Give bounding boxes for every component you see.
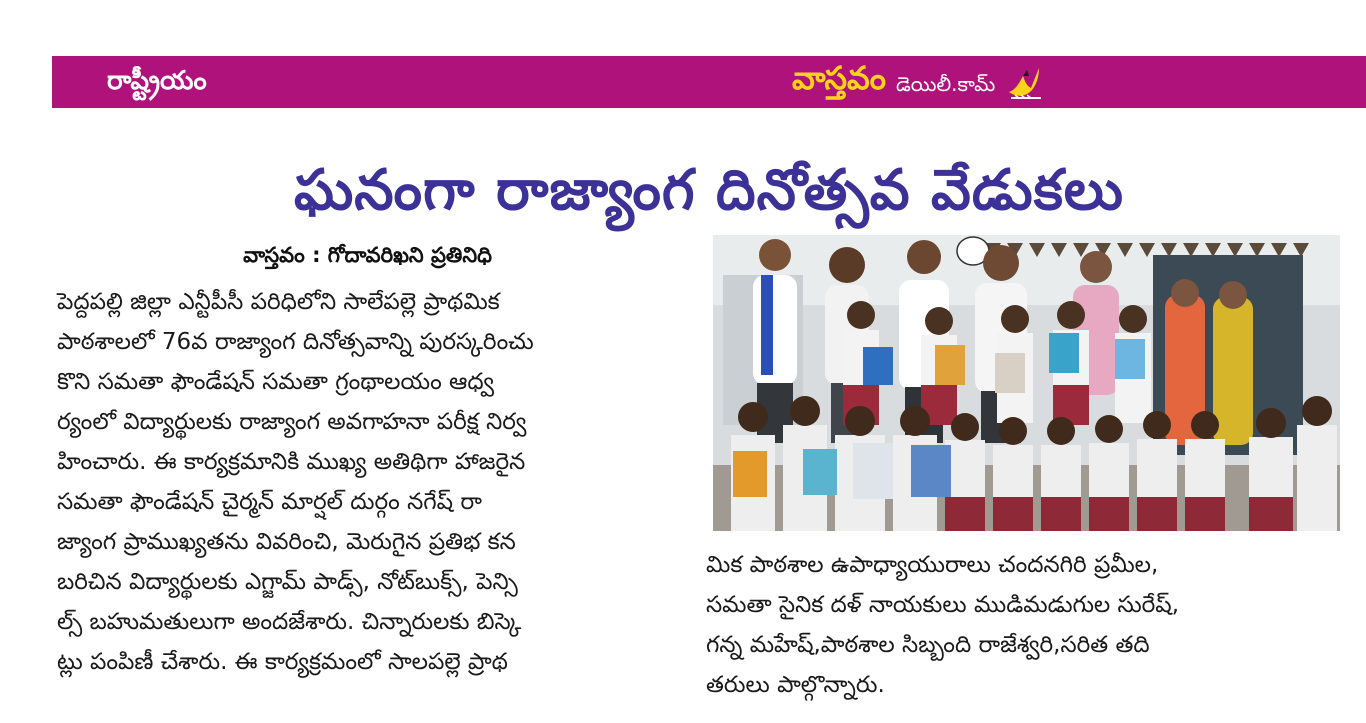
article-body-left [57, 282, 682, 682]
body-line: సమతా ఫౌండేషన్ చైర్మన్ మార్షల్ దుర్గం నగేష్ రా [57, 489, 482, 515]
article-photo [713, 235, 1340, 531]
body-line: కొని సమతా ఫౌండేషన్ సమతా గ్రంథాలయం ఆధ్వ [57, 369, 495, 395]
article-byline: వాస్తవం : గోదావరిఖని ప్రతినిధి [243, 243, 492, 267]
brand-name: వాస్తవం [792, 59, 886, 97]
body-line: సమతా సైనిక దళ్ నాయకులు ముడిమడుగుల సురేష్, [706, 592, 1180, 618]
brand-domain: డెయిలీ.కామ్ [895, 71, 996, 96]
section-header-band [52, 56, 1366, 108]
body-line: గన్న మహేష్,పాఠశాల సిబ్బంది రాజేశ్వరి,సరిత తది [706, 632, 1150, 658]
brand-masthead [792, 60, 1045, 104]
body-line: తరులు పాల్గొన్నారు. [706, 672, 885, 698]
body-line: ర్యంలో విద్యార్థులకు రాజ్యాంగ అవగాహనా పరీక్ష నిర్వ [57, 409, 527, 435]
article-headline: ఘనంగా రాజ్యాంగ దినోత్సవ వేడుకలు [294, 157, 1124, 223]
body-line: హించారు. ఈ కార్యక్రమానికి ముఖ్య అతిథిగా హాజరైన [57, 449, 526, 475]
body-line: మిక పాఠశాల ఉపాధ్యాయురాలు చందనగిరి ప్రమీల, [706, 552, 1159, 578]
body-line: పాఠశాలలో 76వ రాజ్యాంగ దినోత్సవాన్ని పురస్కరించు [57, 329, 534, 355]
body-line: ట్లు పంపిణీ చేశారు. ఈ కార్యక్రమంలో సాలపల్లె ప్రాథ [57, 649, 508, 675]
group-photo-illustration [713, 235, 1340, 531]
section-label: రాష్ట్రీయం [107, 66, 207, 96]
body-line: జ్యాంగ ప్రాముఖ్యతను వివరించి, మెరుగైన ప్రతిభ కన [57, 529, 516, 555]
body-line: ల్స్ బహుమతులుగా అందజేశారు. చిన్నారులకు బిస్కె [57, 609, 522, 635]
article-body-right [706, 545, 1346, 705]
bird-icon [1005, 62, 1045, 102]
body-line: బరిచిన విద్యార్థులకు ఎగ్జామ్ పాడ్స్, నోట్‌బుక్స్, పెన్సి [57, 569, 518, 595]
body-line: పెద్దపల్లి జిల్లా ఎన్టీపీసీ పరిధిలోని సాలేపల్లె ప్రాథమిక [57, 289, 500, 315]
